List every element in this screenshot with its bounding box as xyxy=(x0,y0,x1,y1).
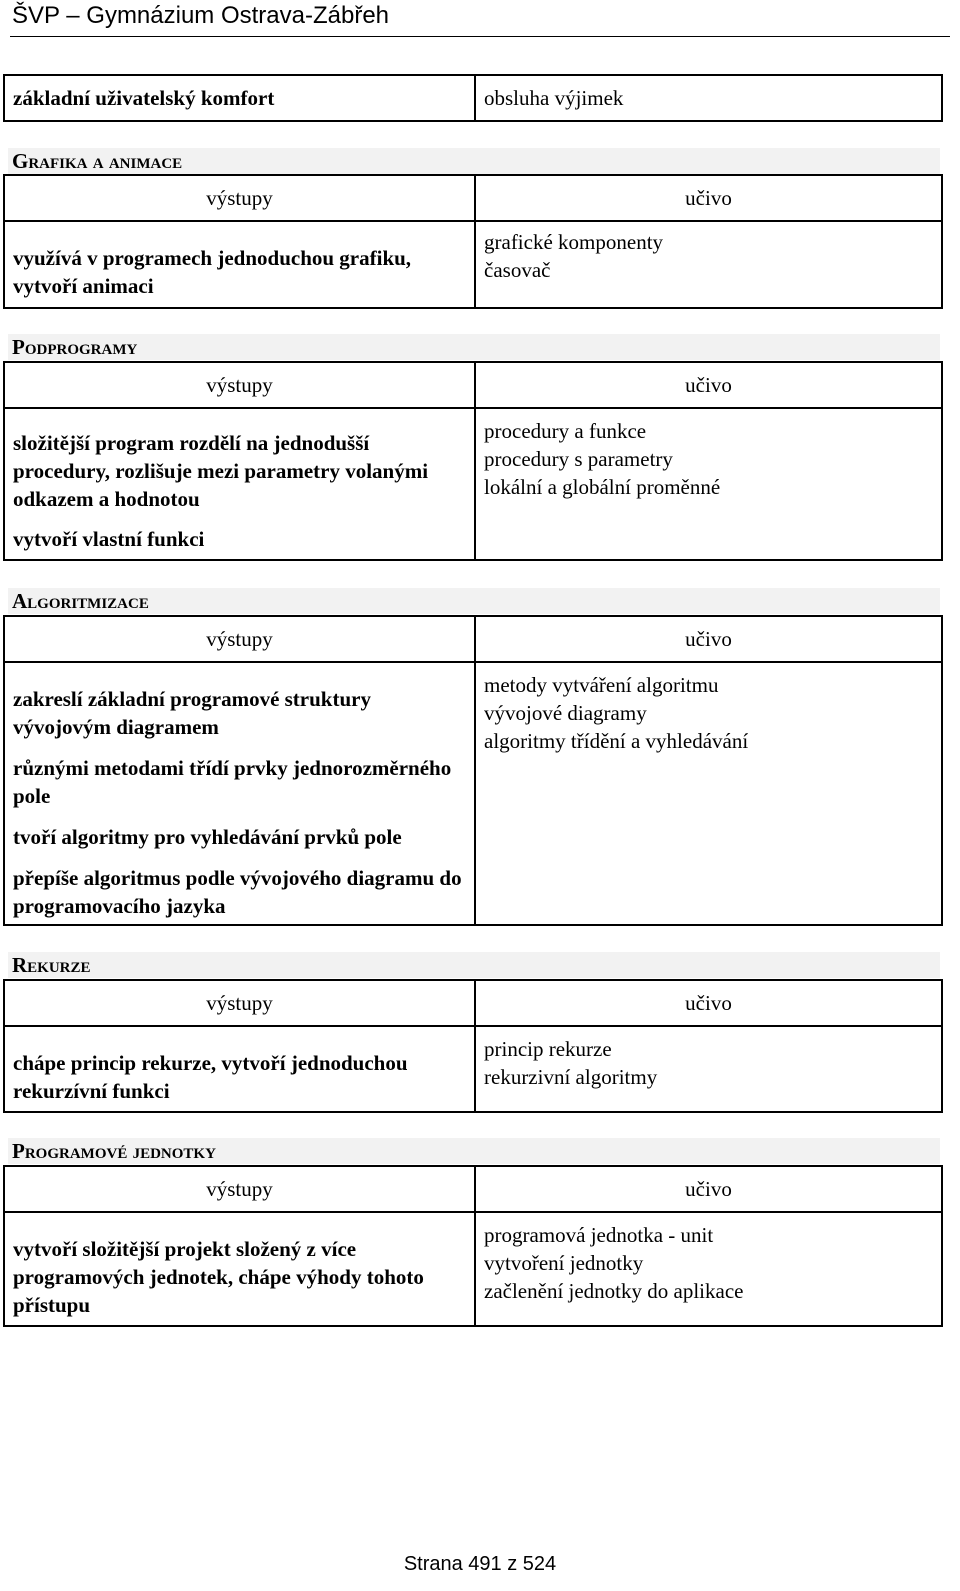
section-table-algoritmizace xyxy=(3,615,943,926)
content-item: vývojové diagramy xyxy=(484,701,647,725)
content-cell xyxy=(475,408,942,560)
column-header-outcomes: výstupy xyxy=(4,616,475,662)
content-item: procedury a funkce xyxy=(484,419,647,443)
outcome-item: přepíše algoritmus podle vývojového diagramu do programovacího jazyka xyxy=(13,866,462,918)
column-header-content: učivo xyxy=(475,362,942,408)
column-header-content: učivo xyxy=(475,980,942,1026)
content-item: grafické komponenty xyxy=(484,230,664,254)
outcome-item: zakreslí základní programové struktury vývojovým diagramem xyxy=(13,687,371,739)
section-heading-programove-jednotky: Programové jednotky xyxy=(8,1138,940,1164)
outcomes-cell xyxy=(4,1026,475,1112)
column-header-outcomes: výstupy xyxy=(4,980,475,1026)
content-cell xyxy=(475,1212,942,1326)
content-item: programová jednotka - unit xyxy=(484,1223,714,1247)
content-item: časovač xyxy=(484,258,551,282)
content-item: metody vytváření algoritmu xyxy=(484,673,719,697)
content-cell xyxy=(475,662,942,925)
outcomes-cell xyxy=(4,662,475,925)
outcome-item: vytvoří složitější projekt složený z více programových jednotek, chápe výhody tohoto přístupu xyxy=(13,1237,424,1317)
page-header-title: ŠVP – Gymnázium Ostrava-Zábřeh xyxy=(12,2,390,29)
column-header-content: učivo xyxy=(475,175,942,221)
section-heading-algoritmizace: Algoritmizace xyxy=(8,588,940,614)
section-heading-podprogramy: Podprogramy xyxy=(8,334,940,360)
section-heading-grafika: Grafika a animace xyxy=(8,148,940,174)
content-item: procedury s parametry xyxy=(484,447,673,471)
outcome-item: chápe princip rekurze, vytvoří jednoduchou rekurzívní funkci xyxy=(13,1051,408,1103)
column-header-outcomes: výstupy xyxy=(4,1166,475,1212)
content-item: rekurzivní algoritmy xyxy=(484,1065,658,1089)
section-table-programove-jednotky xyxy=(3,1165,943,1327)
outcome-item: využívá v programech jednoduchou grafiku, vytvoří animaci xyxy=(13,246,412,298)
outcome-item: různými metodami třídí prvky jednorozměrného pole xyxy=(13,756,452,808)
header-divider xyxy=(10,36,950,37)
section-table-grafika xyxy=(3,174,943,309)
page-number: Strana 491 z 524 xyxy=(403,1553,557,1575)
section-heading-rekurze: Rekurze xyxy=(8,952,940,978)
content-cell xyxy=(475,221,942,308)
outcomes-cell xyxy=(4,221,475,308)
column-header-outcomes: výstupy xyxy=(4,175,475,221)
top-row-content: obsluha výjimek xyxy=(475,75,942,121)
content-cell xyxy=(475,1026,942,1112)
section-table-rekurze xyxy=(3,979,943,1113)
top-row-outcome: základní uživatelský komfort xyxy=(4,75,475,121)
outcomes-cell xyxy=(4,1212,475,1326)
content-item: vytvoření jednotky xyxy=(484,1251,644,1275)
content-item: algoritmy třídění a vyhledávání xyxy=(484,729,749,753)
column-header-content: učivo xyxy=(475,1166,942,1212)
outcome-item: složitější program rozdělí na jednodušší procedury, rozlišuje mezi parametry volanými odkazem a hodnotou xyxy=(13,431,429,511)
content-item: lokální a globální proměnné xyxy=(484,475,721,499)
section-table-podprogramy xyxy=(3,361,943,561)
column-header-outcomes: výstupy xyxy=(4,362,475,408)
outcome-item: vytvoří vlastní funkci xyxy=(13,527,205,551)
top-row-table xyxy=(3,74,943,122)
column-header-content: učivo xyxy=(475,616,942,662)
outcomes-cell xyxy=(4,408,475,560)
content-item: princip rekurze xyxy=(484,1037,612,1061)
content-item: začlenění jednotky do aplikace xyxy=(484,1279,744,1303)
outcome-item: tvoří algoritmy pro vyhledávání prvků pole xyxy=(13,825,402,849)
